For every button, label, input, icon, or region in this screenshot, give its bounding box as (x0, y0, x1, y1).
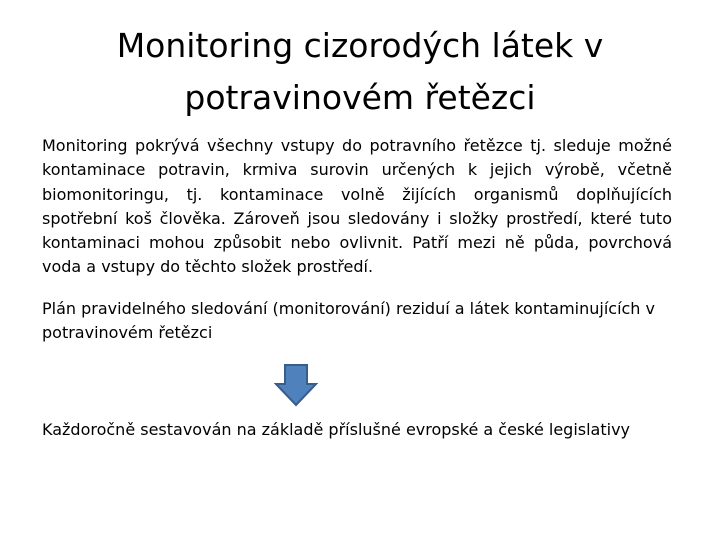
down-arrow-icon-svg (274, 363, 318, 407)
paragraph-monitoring-scope: Monitoring pokrývá všechny vstupy do potravního řetězce tj. sleduje možné kontaminace potravin, krmiva surovin určených k jejich výrobě, včetně biomonitoringu, tj. kontaminace volně žijících organismů doplňujících spotřební koš člověka. Zároveň jsou sledovány i složky prostředí, které tuto kontaminaci mohou způsobit nebo ovlivnit. Patří mezi ně půda, povrchová voda a vstupy do těchto složek prostředí. (42, 136, 672, 277)
down-arrow-icon (274, 363, 318, 407)
slide-title: Monitoring cizorodých látek v potravinovém řetězci (116, 26, 604, 117)
paragraph-monitoring-plan: Plán pravidelného sledování (monitorování) reziduí a látek kontaminujících v potravinovém řetězci (42, 299, 655, 343)
paragraph-annual-compilation: Každoročně sestavován na základě příslušné evropské a české legislativy (42, 420, 631, 439)
